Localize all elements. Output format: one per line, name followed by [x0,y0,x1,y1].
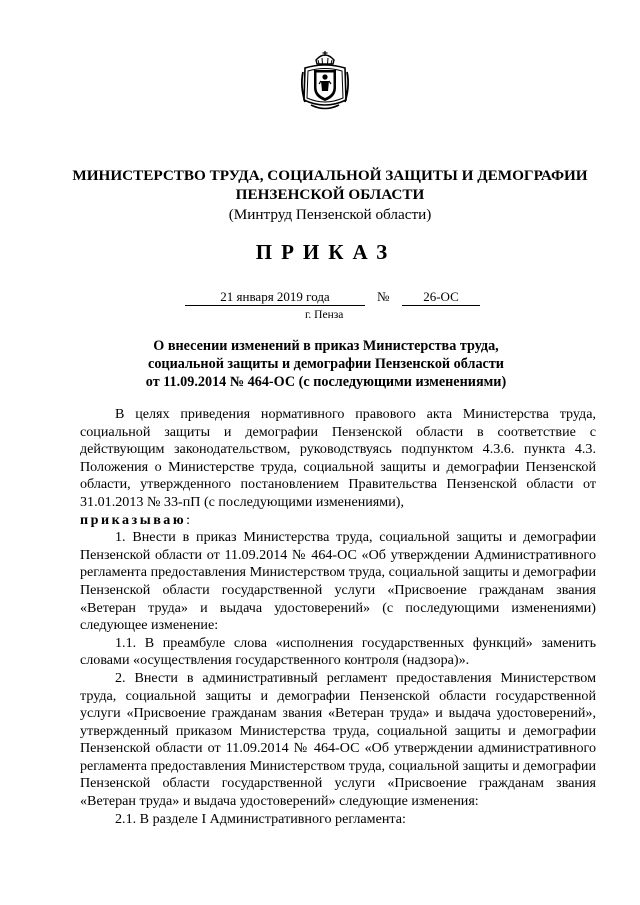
ministry-name-line1: МИНИСТЕРСТВО ТРУДА, СОЦИАЛЬНОЙ ЗАЩИТЫ И ДЕМОГРАФИИ [72,167,588,184]
order-subject [90,337,562,391]
number-sign: № [377,289,390,304]
order-city: г. Пенза [305,309,344,321]
item-1-1-paragraph: 1.1. В преамбуле слова «исполнения государственных функций» заменить словами «осуществления государственного контроля (надзора)». [80,634,596,669]
subject-line3: от 11.09.2014 № 464-ОС (с последующими изменениями) [145,374,507,390]
item-2-paragraph: 2. Внести в административный регламент предоставления Министерством труда, социальной защиты и демографии Пензенской области государственной услуги «Присвоение гражданам звания «Ветеран труда» и выдача удостоверений», утвержденный приказом Министерства труда, социальной защиты и демографии Пензенской области от 11.09.2014 № 464-ОС «Об утверждении административного регламента предоставления Министерством труда, социальной защиты и демографии Пензенской области государственной услуги «Присвоение гражданам звания «Ветеран труда» и выдача удостоверений» следующие изменения: [80,669,596,810]
order-date: 21 января 2019 года [185,289,365,306]
coat-of-arms-icon [299,50,351,112]
ministry-name-line2: ПЕНЗЕНСКОЙ ОБЛАСТИ [235,186,425,203]
subject-line1: О внесении изменений в приказ Министерства труда, [153,338,499,354]
item-2-1-paragraph: 2.1. В разделе I Административного регламента: [115,810,406,827]
document-title: ПРИКАЗ [255,240,397,264]
order-word: приказываю [80,511,187,528]
preamble-paragraph: В целях приведения нормативного правового акта Министерства труда, социальной защиты и демографии Пензенской области в соответствие с действующим законодательством, руководствуясь подпунктом 4.3.6. пункта 4.3. Положения о Министерстве труда, социальной защиты и демографии Пензенской области, утвержденного постановлением Правительства Пензенской области от 31.01.2013 № 33-пП (с последующими изменениями), [80,406,596,510]
ministry-short-name: (Минтруд Пензенской области) [228,206,432,223]
order-number: 26-ОС [402,289,480,306]
subject-line2: социальной защиты и демографии Пензенской области [148,356,504,372]
order-body [80,406,596,828]
ministry-header [40,166,620,224]
item-1-paragraph: 1. Внести в приказ Министерства труда, социальной защиты и демографии Пензенской области от 11.09.2014 № 464-ОС «Об утверждении Административного регламента предоставления Министерством труда, социальной защиты и демографии Пензенской области государственной услуги «Присвоение гражданам звания «Ветеран труда» и выдача удостоверений» (с последующими изменениями) следующее изменение: [80,529,596,634]
order-colon: : [186,511,191,528]
order-directive [80,512,596,530]
